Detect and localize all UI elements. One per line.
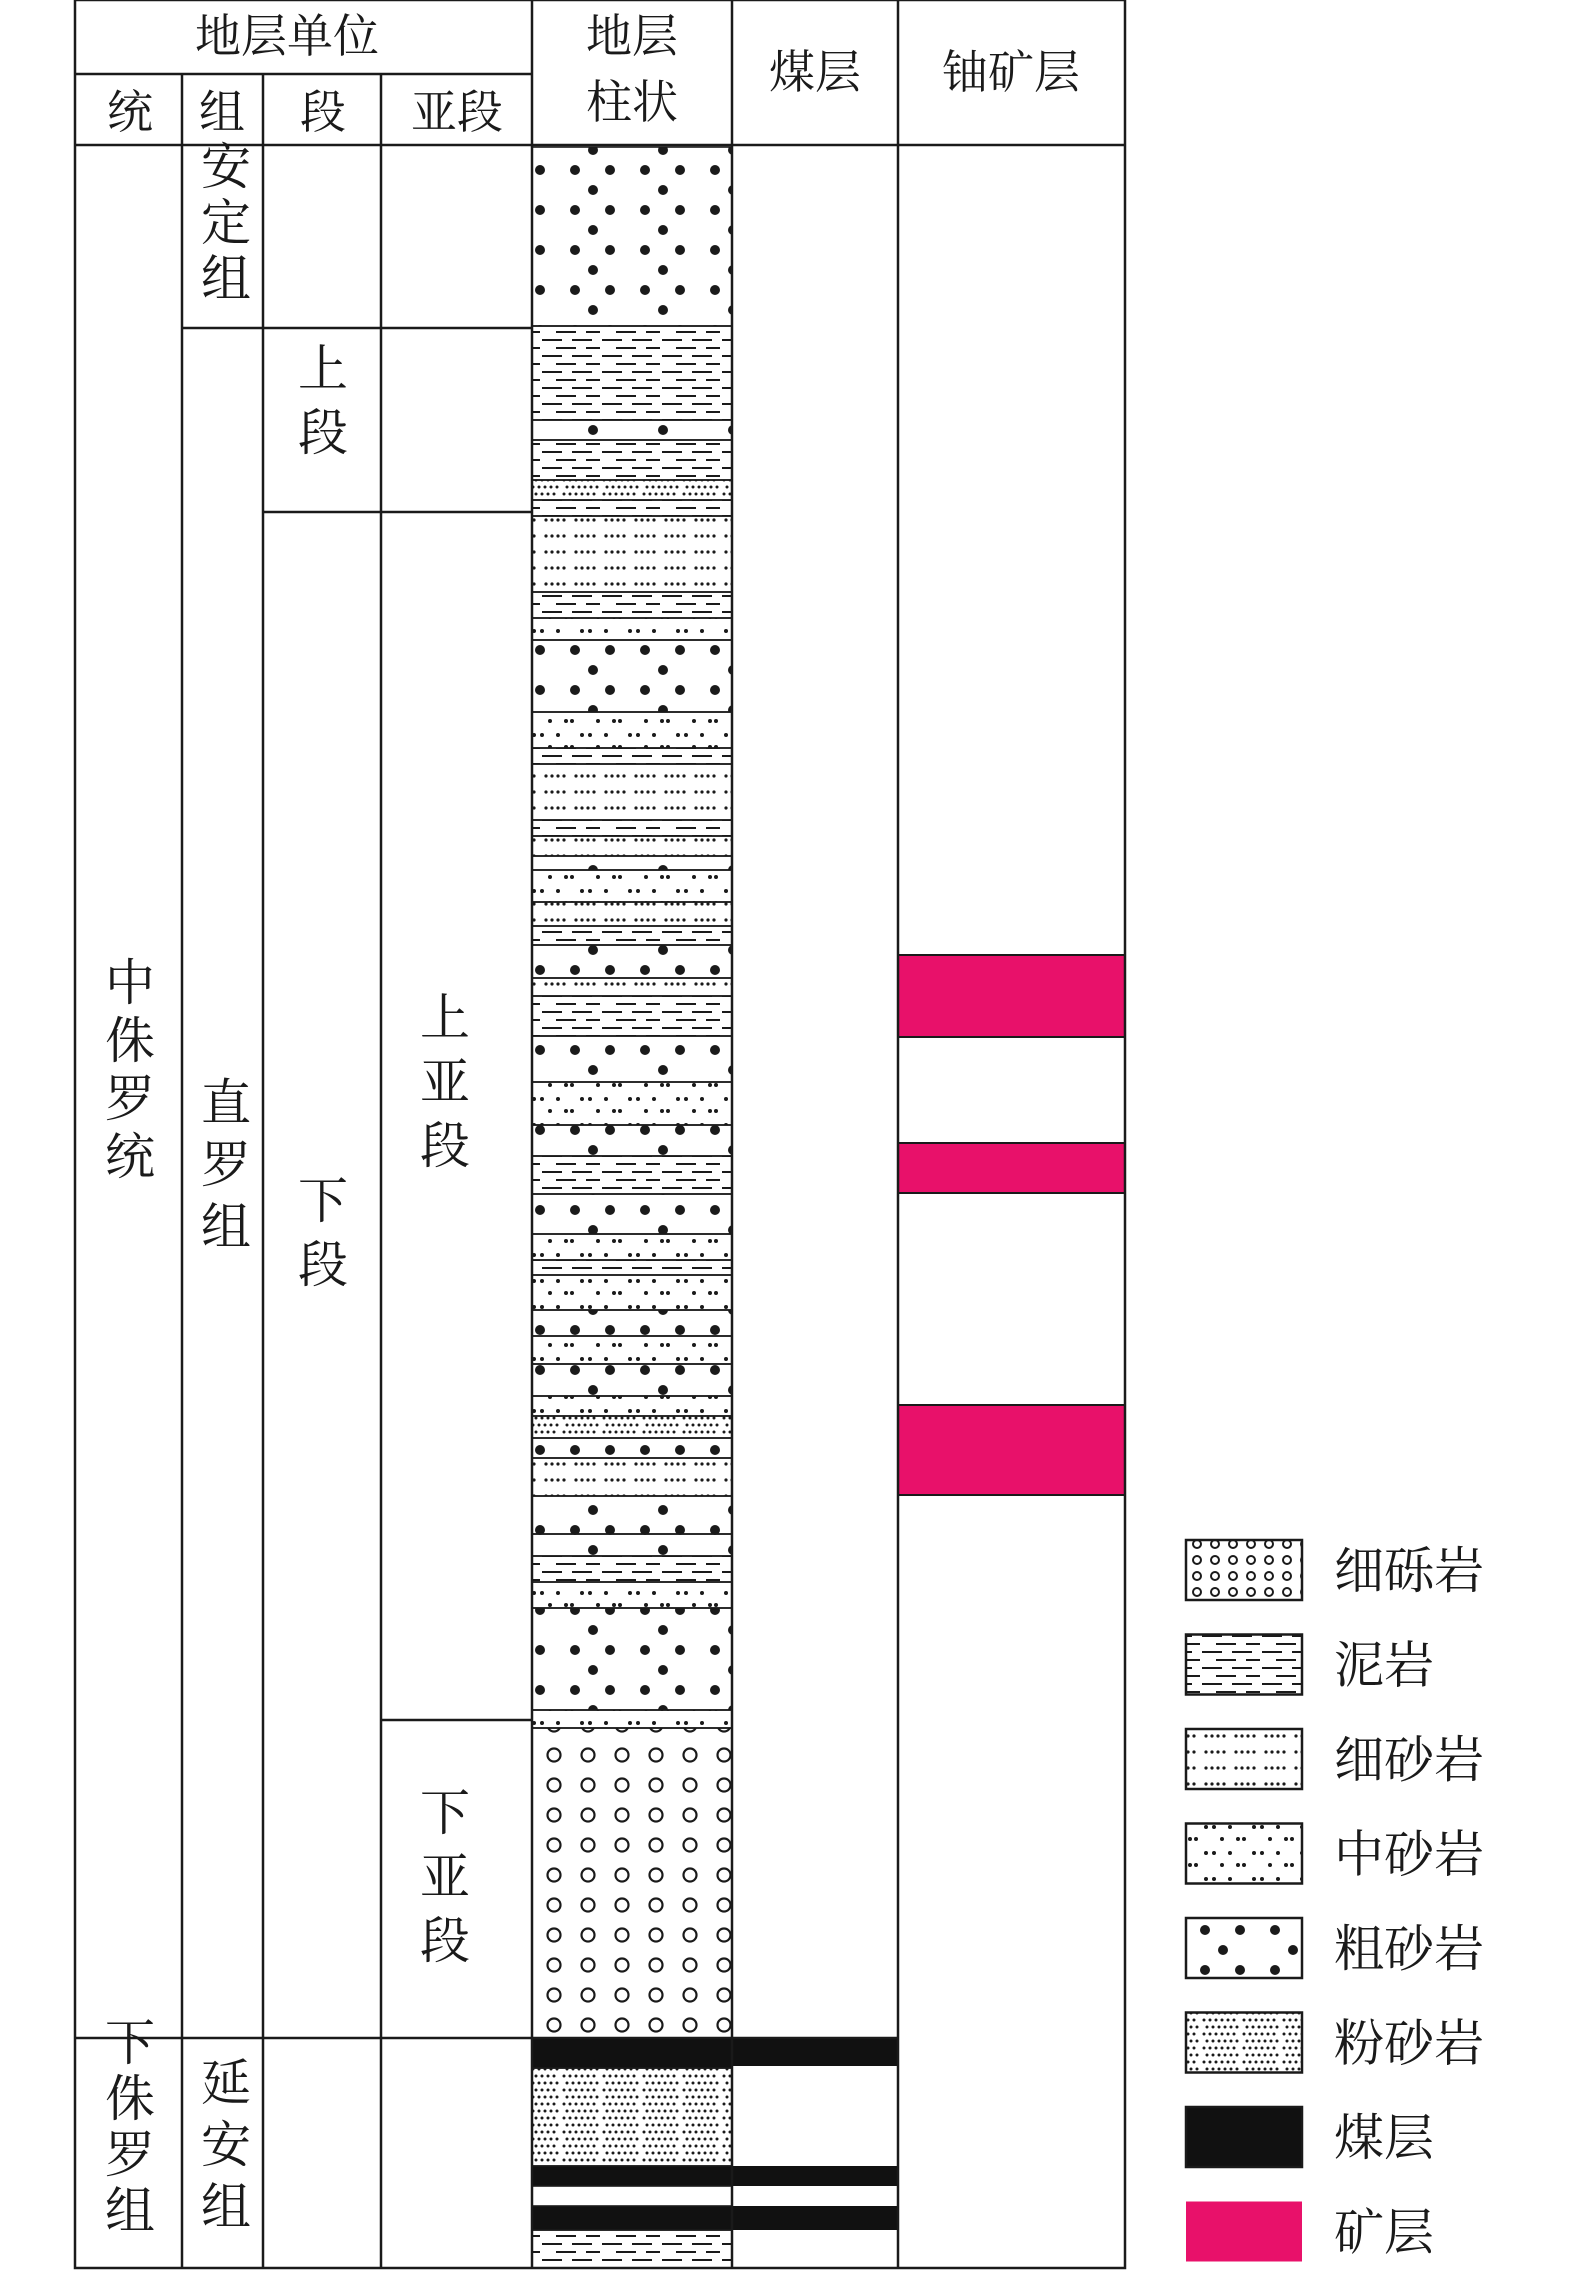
header-formation: 组 [199, 85, 245, 139]
stratum-medium-sandstone [532, 1336, 732, 1364]
header-series: 统 [107, 85, 153, 139]
stratum-mudstone [532, 1156, 732, 1194]
unit-labels [105, 138, 470, 2240]
stratum-siltstone [532, 2068, 732, 2166]
coal-seam-2 [732, 2166, 898, 2186]
legend-label-siltstone: 粉砂岩 [1334, 2014, 1484, 2073]
stratum-fine-sandstone [532, 764, 732, 820]
legend-swatch-mudstone [1186, 1635, 1302, 1695]
stratum-medium-sandstone [532, 1082, 732, 1125]
stratum-coarse-sandstone [532, 1438, 732, 1458]
stratum-mudstone [532, 748, 732, 764]
legend-swatch-ore [1186, 2202, 1302, 2262]
stratum-coal [532, 2166, 732, 2186]
stratum-coarse-sandstone [532, 856, 732, 870]
stratum-fine-sandstone [532, 978, 732, 996]
stratum-siltstone [532, 480, 732, 500]
header-column-line2: 柱状 [586, 75, 678, 129]
stratum-coarse-sandstone [532, 1364, 732, 1396]
label-formation-zhiluo: 直罗组 [201, 1074, 251, 1256]
legend [1186, 1540, 1484, 2262]
legend-label-coal: 煤层 [1334, 2109, 1434, 2167]
label-formation-yanan: 延安组 [201, 2054, 251, 2236]
legend-label-mudstone: 泥岩 [1334, 1636, 1434, 1695]
legend-label-fine-conglomerate: 细砾岩 [1334, 1542, 1484, 1600]
header-uranium-bed: 铀矿层 [942, 45, 1080, 99]
stratum-coarse-sandstone [532, 640, 732, 712]
stratum-fine-sandstone [532, 516, 732, 592]
stratum-coarse-sandstone [532, 147, 732, 326]
ore-bed-1 [898, 955, 1125, 1037]
legend-label-coarse-sandstone: 粗砂岩 [1334, 1920, 1484, 1978]
legend-swatch-siltstone [1186, 2013, 1302, 2073]
label-submember-lower: 下亚段 [420, 1784, 470, 1970]
label-submember-upper: 上亚段 [420, 989, 470, 1175]
stratum-coal [532, 2206, 732, 2230]
legend-label-ore: 矿层 [1334, 2203, 1434, 2262]
stratum-fine-sandstone [532, 902, 732, 926]
legend-label-medium-sandstone: 中砂岩 [1334, 1825, 1484, 1884]
stratum-fine-sandstone [532, 836, 732, 856]
stratum-coarse-sandstone [532, 1194, 732, 1234]
legend-swatch-coarse-sandstone [1186, 1918, 1302, 1978]
stratum-mudstone [532, 996, 732, 1036]
header-coal-seam: 煤层 [769, 45, 861, 99]
stratum-blank [532, 2186, 732, 2206]
stratum-coarse-sandstone [532, 1534, 732, 1556]
label-member-lower: 下段 [298, 1172, 348, 1294]
label-series-middle: 中侏罗统 [105, 954, 155, 1186]
header-submember: 亚段 [411, 85, 503, 139]
stratum-mudstone [532, 1556, 732, 1582]
stratum-coarse-sandstone [532, 1608, 732, 1710]
stratum-medium-sandstone [532, 1710, 732, 1728]
coal-seam-3 [732, 2206, 898, 2230]
stratum-mudstone [532, 440, 732, 480]
stratum-mudstone [532, 1260, 732, 1275]
header-column-line1: 地层 [586, 9, 678, 63]
header-stratigraphic-unit: 地层单位 [195, 9, 379, 63]
stratum-medium-sandstone [532, 618, 732, 640]
stratum-coarse-sandstone [532, 1125, 732, 1156]
coal-seam-1 [732, 2038, 898, 2066]
stratum-coarse-sandstone [532, 1036, 732, 1082]
legend-swatch-fine-conglomerate [1186, 1540, 1302, 1600]
stratum-medium-sandstone [532, 1234, 732, 1260]
header-member: 段 [300, 85, 346, 139]
stratum-coal [532, 2038, 732, 2068]
stratum-mudstone [532, 926, 732, 945]
label-series-lower: 下侏罗组 [105, 2014, 155, 2240]
coal-seam-column [732, 2038, 898, 2230]
stratum-medium-sandstone [532, 1275, 732, 1310]
stratum-mudstone [532, 500, 732, 516]
stratum-fine-conglomerate [532, 1728, 732, 2038]
stratum-mudstone [532, 820, 732, 836]
stratum-fine-sandstone [532, 1458, 732, 1496]
stratum-mudstone [532, 326, 732, 420]
legend-swatch-coal [1186, 2107, 1302, 2167]
stratum-medium-sandstone [532, 712, 732, 748]
stratum-siltstone [532, 1416, 732, 1438]
stratum-coarse-sandstone [532, 945, 732, 978]
stratum-coarse-sandstone [532, 1496, 732, 1534]
label-formation-anding: 安定组 [201, 138, 251, 308]
legend-swatch-fine-sandstone [1186, 1729, 1302, 1789]
stratum-mudstone [532, 2230, 732, 2268]
stratum-medium-sandstone [532, 870, 732, 902]
stratum-coarse-sandstone [532, 1310, 732, 1336]
stratum-coarse-sandstone [532, 420, 732, 440]
uranium-bed-column [898, 955, 1125, 1495]
legend-label-fine-sandstone: 细砂岩 [1334, 1731, 1484, 1789]
ore-bed-3 [898, 1405, 1125, 1495]
legend-swatch-medium-sandstone [1186, 1824, 1302, 1884]
stratum-medium-sandstone [532, 1582, 732, 1608]
label-member-upper: 上段 [298, 340, 348, 462]
stratum-mudstone [532, 592, 732, 618]
ore-bed-2 [898, 1143, 1125, 1193]
lithology-column [532, 147, 732, 2268]
stratum-medium-sandstone [532, 1396, 732, 1416]
